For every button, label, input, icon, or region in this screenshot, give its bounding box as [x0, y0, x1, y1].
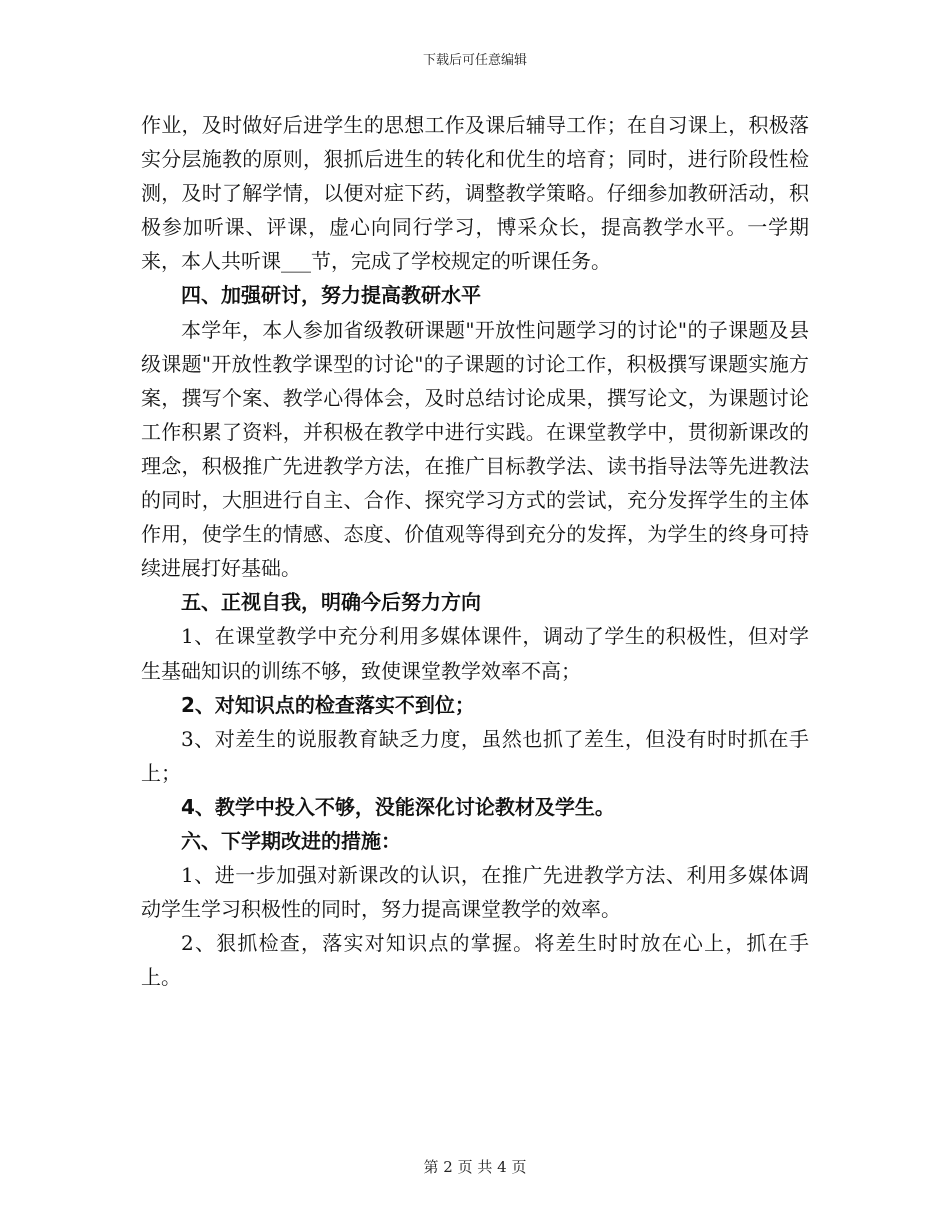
section-heading-5: 五、正视自我，明确今后努力方向 — [181, 590, 481, 615]
page-header-note: 下载后可任意编辑 — [422, 53, 527, 68]
page-number: 第 2 页 共 4 页 — [423, 1158, 527, 1176]
paragraph-research: 本学年，本人参加省级教研课题"开放性问题学习的讨论"的子课题及县级课题"开放性教学课型的讨论"的子课题的讨论工作，积极撰写课题实施方案，撰写个案、教学心得体会，及时总结讨论成果，撰写论文，为课题讨论工作积累了资料，并积极在教学中进行实践。在课堂教学中，贯彻新课改的理念，积极推广先进教学方法，在推广目标教学法、读书指导法等先进教法的同时，大胆进行自主、合作、探究学习方式的尝试，充分发挥学生的主体作用，使学生的情感、态度、价值观等得到充分的发挥，为学生的终身可持续进展打好基础。 — [141, 317, 809, 581]
section-heading-4: 四、加强研讨，努力提高教研水平 — [181, 283, 481, 308]
paragraph-item-1: 1、在课堂教学中充分利用多媒体课件，调动了学生的积极性，但对学生基础知识的训练不够，致使课堂教学效率不高； — [141, 624, 809, 683]
section-heading-6: 六、下学期改进的措施： — [181, 828, 401, 853]
bold-item-2: 2、对知识点的检查落实不到位； — [181, 692, 475, 717]
paragraph-measure-1: 1、进一步加强对新课改的认识，在推广先进教学方法、利用多媒体调动学生学习积极性的同时，努力提高课堂教学的效率。 — [141, 863, 809, 922]
bold-item-4: 4、教学中投入不够，没能深化讨论教材及学生。 — [181, 794, 615, 819]
paragraph-continued: 作业，及时做好后进学生的思想工作及课后辅导工作；在自习课上，积极落实分层施教的原则，狠抓后进生的转化和优生的培育；同时，进行阶段性检测，及时了解学情，以便对症下药，调整教学策略。仔细参加教研活动，积极参加听课、评课，虚心向同行学习，博采众长，提高教学水平。一学期来，本人共听课___节，完成了学校规定的听课任务。 — [141, 113, 809, 274]
document-body — [141, 108, 809, 994]
paragraph-item-3: 3、对差生的说服教育缺乏力度，虽然也抓了差生，但没有时时抓在手上； — [141, 726, 809, 785]
paragraph-measure-2: 2、狠抓检查，落实对知识点的掌握。将差生时时放在心上，抓在手上。 — [141, 931, 809, 990]
